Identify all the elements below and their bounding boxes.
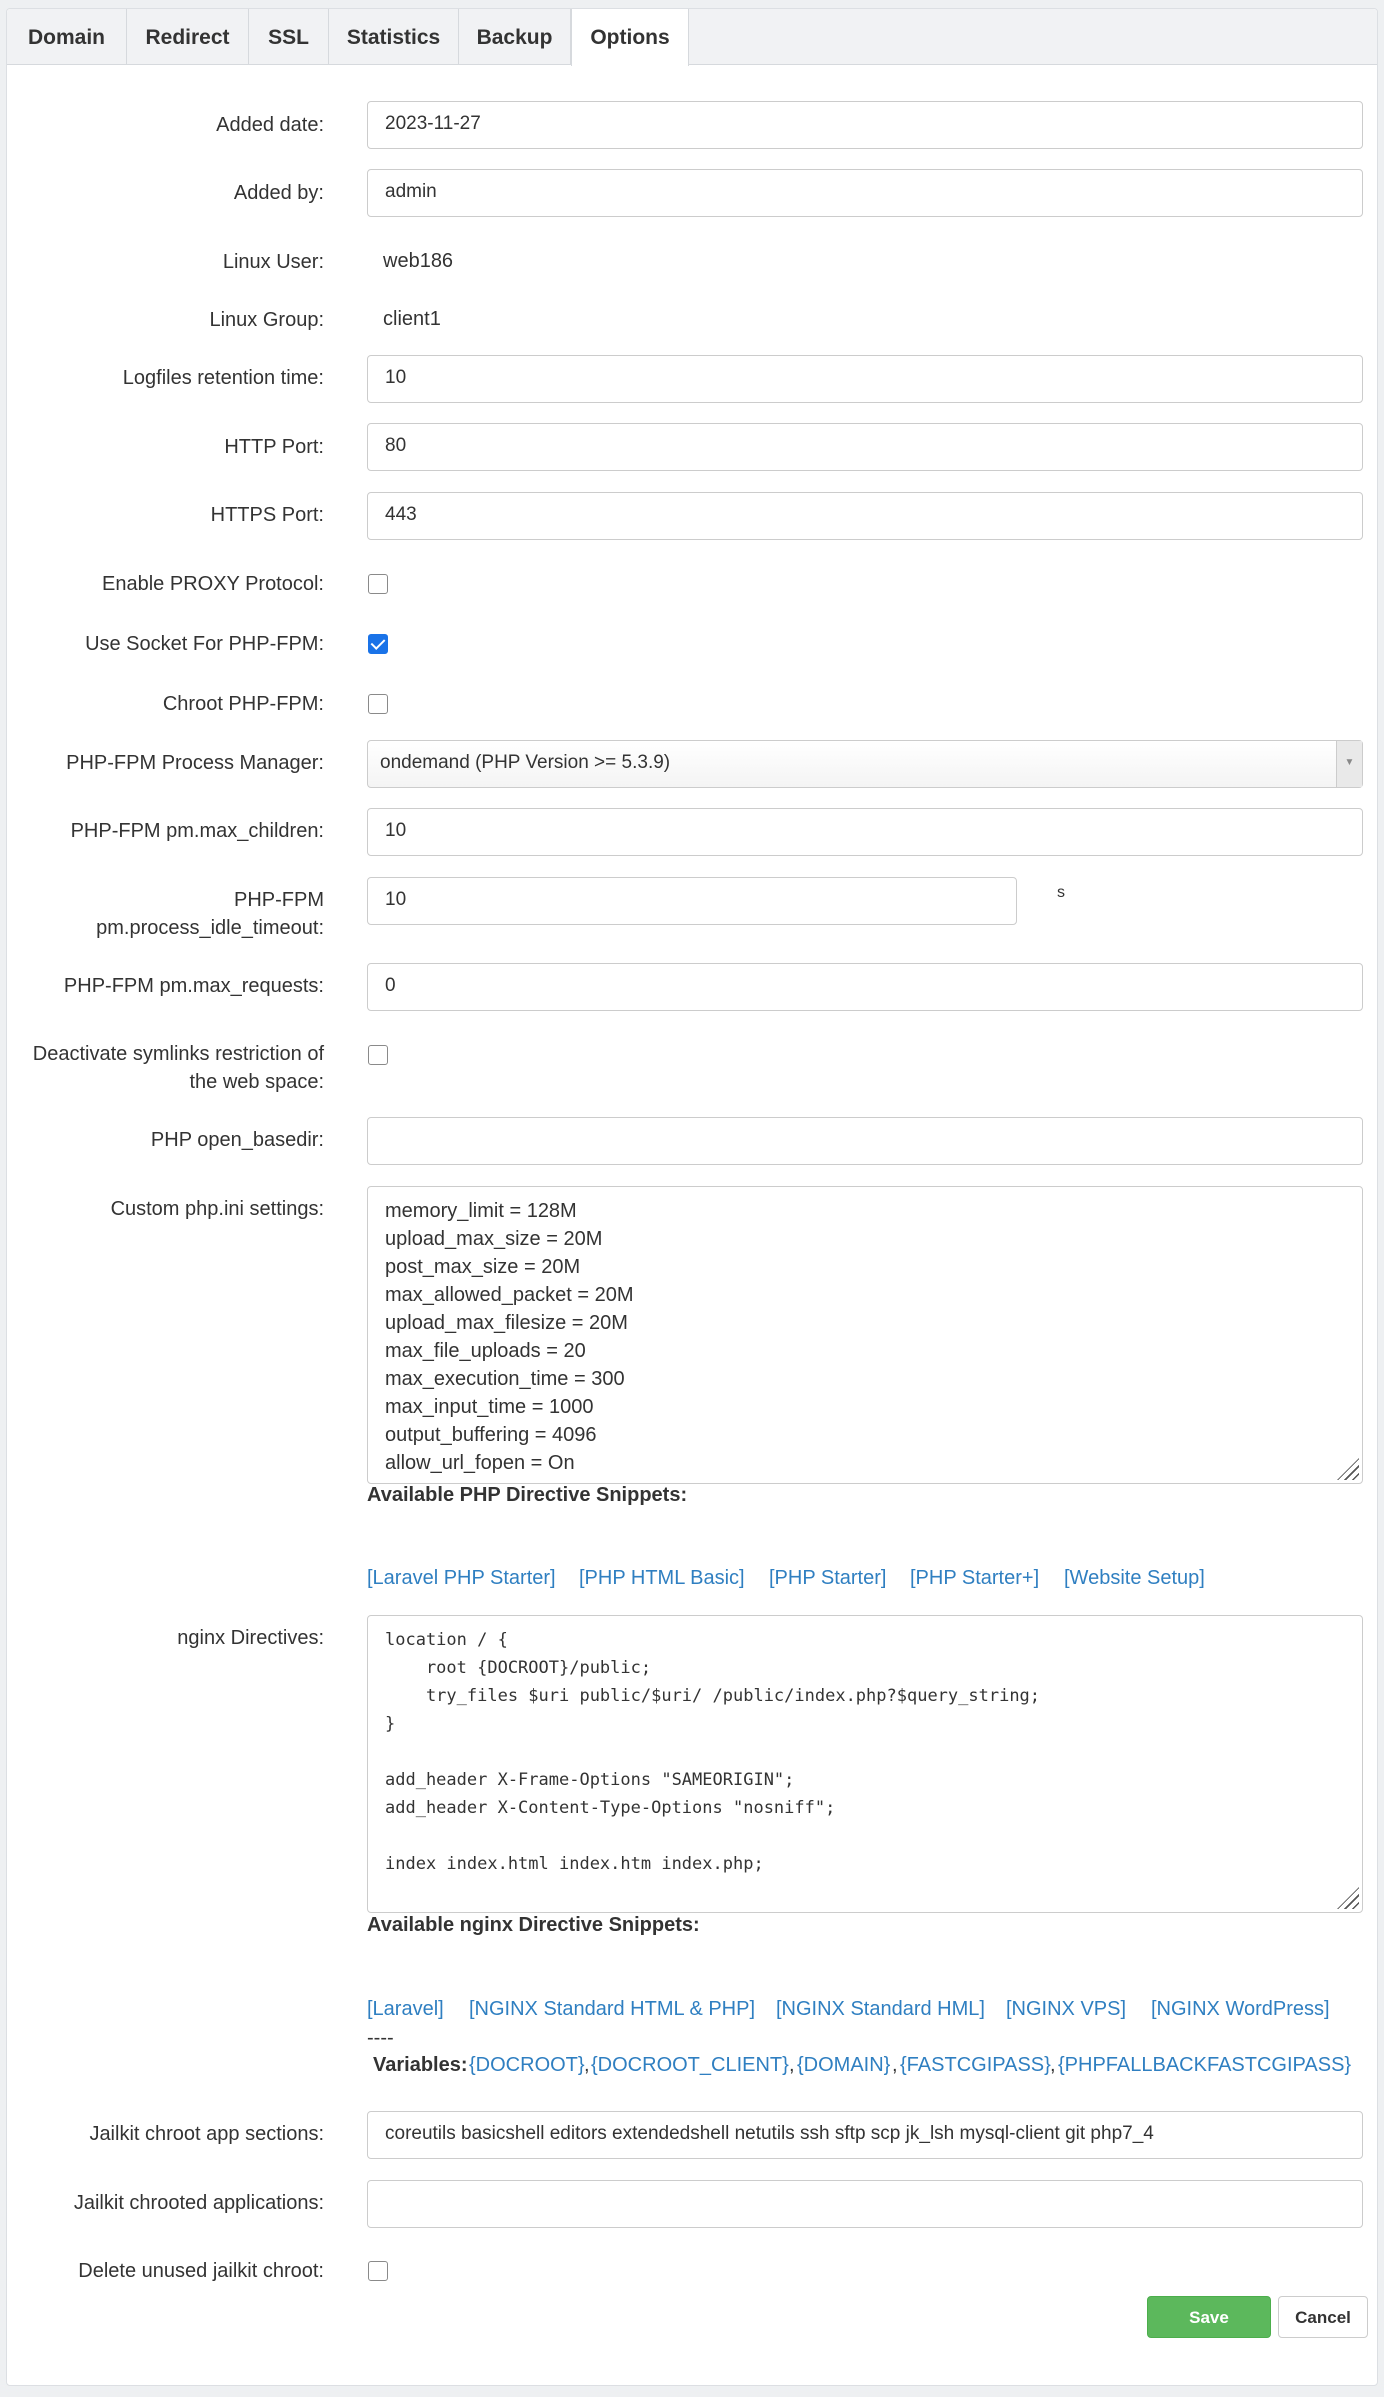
idle-timeout-unit: s xyxy=(1057,884,1065,901)
variable-comma: , xyxy=(789,2054,795,2076)
resize-handle-icon[interactable] xyxy=(1337,1887,1359,1909)
process-manager-label: PHP-FPM Process Manager: xyxy=(66,752,324,774)
textarea-line: index index.html index.htm index.php; xyxy=(385,1854,764,1874)
tab-redirect[interactable]: Redirect xyxy=(127,9,249,65)
textarea-line: max_execution_time = 300 xyxy=(385,1368,625,1390)
symlinks-label xyxy=(33,1040,324,1096)
tab-bar xyxy=(7,9,1377,65)
process-manager-selected: ondemand (PHP Version >= 5.3.9) xyxy=(380,752,671,773)
open-basedir-input[interactable] xyxy=(367,1117,1363,1165)
php-ini-label: Custom php.ini settings: xyxy=(110,1198,324,1220)
added-date-label: Added date: xyxy=(216,114,324,136)
php-snippet-laravel[interactable]: [Laravel PHP Starter] xyxy=(367,1567,556,1589)
proxy-protocol-checkbox[interactable] xyxy=(368,574,388,594)
linux-group-label: Linux Group: xyxy=(209,309,324,331)
jailkit-sections-label: Jailkit chroot app sections: xyxy=(89,2123,324,2145)
https-port-label: HTTPS Port: xyxy=(210,504,324,526)
max-children-label: PHP-FPM pm.max_children: xyxy=(70,820,324,842)
chevron-down-icon[interactable]: ▼ xyxy=(1336,741,1362,787)
max-children-input[interactable]: 10 xyxy=(367,808,1363,856)
http-port-input[interactable]: 80 xyxy=(367,423,1363,471)
textarea-line: upload_max_size = 20M xyxy=(385,1228,603,1250)
textarea-line: root {DOCROOT}/public; xyxy=(385,1658,652,1678)
variables-label: Variables: xyxy=(373,2054,468,2076)
php-snippet-starter[interactable]: [PHP Starter] xyxy=(769,1567,887,1589)
textarea-line: memory_limit = 128M xyxy=(385,1200,577,1222)
nginx-snippets-title: Available nginx Directive Snippets: xyxy=(367,1914,700,1936)
variable-comma: , xyxy=(892,2054,898,2076)
tab-backup[interactable]: Backup xyxy=(459,9,571,65)
php-snippet-html-basic[interactable]: [PHP HTML Basic] xyxy=(579,1567,745,1589)
tab-domain[interactable]: Domain xyxy=(7,9,127,65)
jailkit-apps-input[interactable] xyxy=(367,2180,1363,2228)
textarea-line: add_header X-Frame-Options "SAMEORIGIN"; xyxy=(385,1770,795,1790)
idle-timeout-label-line1: PHP-FPM xyxy=(234,889,324,911)
jailkit-sections-input[interactable]: coreutils basicshell editors extendedshell netutils ssh sftp scp jk_lsh mysql-client git php7_4 xyxy=(367,2111,1363,2159)
logfiles-retention-input[interactable]: 10 xyxy=(367,355,1363,403)
max-requests-label: PHP-FPM pm.max_requests: xyxy=(63,975,324,997)
php-snippet-starter-plus[interactable]: [PHP Starter+] xyxy=(910,1567,1040,1589)
textarea-line: location / { xyxy=(385,1630,508,1650)
textarea-line: output_buffering = 4096 xyxy=(385,1424,597,1446)
max-requests-input[interactable]: 0 xyxy=(367,963,1363,1011)
idle-timeout-input[interactable]: 10 xyxy=(367,877,1017,925)
process-manager-select[interactable] xyxy=(367,740,1363,788)
php-snippet-website-setup[interactable]: [Website Setup] xyxy=(1064,1567,1205,1589)
nginx-snippet-vps[interactable]: [NGINX VPS] xyxy=(1006,1998,1127,2020)
textarea-line: add_header X-Content-Type-Options "nosniff"; xyxy=(385,1798,836,1818)
chroot-php-fpm-label: Chroot PHP-FPM: xyxy=(162,693,324,715)
symlinks-checkbox[interactable] xyxy=(368,1045,388,1065)
save-button[interactable]: Save xyxy=(1147,2296,1271,2338)
socket-php-fpm-label: Use Socket For PHP-FPM: xyxy=(85,633,324,655)
textarea-line: upload_max_filesize = 20M xyxy=(385,1312,628,1334)
delete-jailkit-label: Delete unused jailkit chroot: xyxy=(78,2260,324,2282)
variable-docroot[interactable]: {DOCROOT} xyxy=(469,2054,585,2076)
linux-group-value: client1 xyxy=(383,308,441,330)
added-by-input[interactable]: admin xyxy=(367,169,1363,217)
jailkit-apps-label: Jailkit chrooted applications: xyxy=(73,2192,324,2214)
proxy-protocol-label: Enable PROXY Protocol: xyxy=(102,573,324,595)
variable-domain[interactable]: {DOMAIN} xyxy=(797,2054,891,2076)
tab-ssl[interactable]: SSL xyxy=(249,9,329,65)
textarea-line: allow_url_fopen = On xyxy=(385,1452,575,1474)
added-by-label: Added by: xyxy=(233,182,324,204)
textarea-line: max_allowed_packet = 20M xyxy=(385,1284,634,1306)
textarea-line xyxy=(385,1738,1345,1766)
variable-phpfallbackfastcgipass[interactable]: {PHPFALLBACKFASTCGIPASS} xyxy=(1058,2054,1352,2076)
idle-timeout-label-line2: pm.process_idle_timeout: xyxy=(96,917,324,939)
added-date-input[interactable]: 2023-11-27 xyxy=(367,101,1363,149)
variable-docroot-client[interactable]: {DOCROOT_CLIENT} xyxy=(591,2054,789,2076)
php-snippets-title: Available PHP Directive Snippets: xyxy=(367,1484,688,1506)
textarea-line: max_file_uploads = 20 xyxy=(385,1340,586,1362)
tab-options[interactable]: Options xyxy=(571,9,689,66)
nginx-snippet-laravel[interactable]: [Laravel] xyxy=(367,1998,444,2020)
nginx-snippet-standard-hml[interactable]: [NGINX Standard HML] xyxy=(776,1998,985,2020)
linux-user-value: web186 xyxy=(383,250,454,272)
textarea-line: try_files $uri public/$uri/ /public/index.php?$query_string; xyxy=(385,1686,1041,1706)
cancel-button[interactable]: Cancel xyxy=(1278,2296,1368,2338)
symlinks-label-line2: the web space: xyxy=(189,1071,324,1093)
logfiles-retention-label: Logfiles retention time: xyxy=(122,367,324,389)
chroot-php-fpm-checkbox[interactable] xyxy=(368,694,388,714)
nginx-snippet-wordpress[interactable]: [NGINX WordPress] xyxy=(1151,1998,1330,2020)
http-port-label: HTTP Port: xyxy=(224,436,324,458)
variable-comma: , xyxy=(1050,2054,1056,2076)
idle-timeout-label xyxy=(96,886,324,942)
nginx-snippet-standard-html-php[interactable]: [NGINX Standard HTML & PHP] xyxy=(469,1998,756,2020)
textarea-line: max_input_time = 1000 xyxy=(385,1396,594,1418)
variable-fastcgipass[interactable]: {FASTCGIPASS} xyxy=(900,2054,1051,2076)
nginx-directives-label: nginx Directives: xyxy=(177,1627,324,1649)
tab-statistics[interactable]: Statistics xyxy=(329,9,459,65)
nginx-directives-textarea[interactable] xyxy=(367,1615,1363,1913)
textarea-line: } xyxy=(385,1714,396,1734)
textarea-line xyxy=(385,1822,1345,1850)
options-panel xyxy=(6,8,1378,2386)
open-basedir-label: PHP open_basedir: xyxy=(150,1129,324,1151)
delete-jailkit-checkbox[interactable] xyxy=(368,2261,388,2281)
php-ini-textarea[interactable] xyxy=(367,1186,1363,1484)
symlinks-label-line1: Deactivate symlinks restriction of xyxy=(32,1043,324,1065)
variable-comma: , xyxy=(584,2054,590,2076)
socket-php-fpm-checkbox[interactable] xyxy=(368,634,388,654)
snippets-separator: ---- xyxy=(367,2027,394,2049)
textarea-line: post_max_size = 20M xyxy=(385,1256,581,1278)
linux-user-label: Linux User: xyxy=(222,251,324,273)
https-port-input[interactable]: 443 xyxy=(367,492,1363,540)
